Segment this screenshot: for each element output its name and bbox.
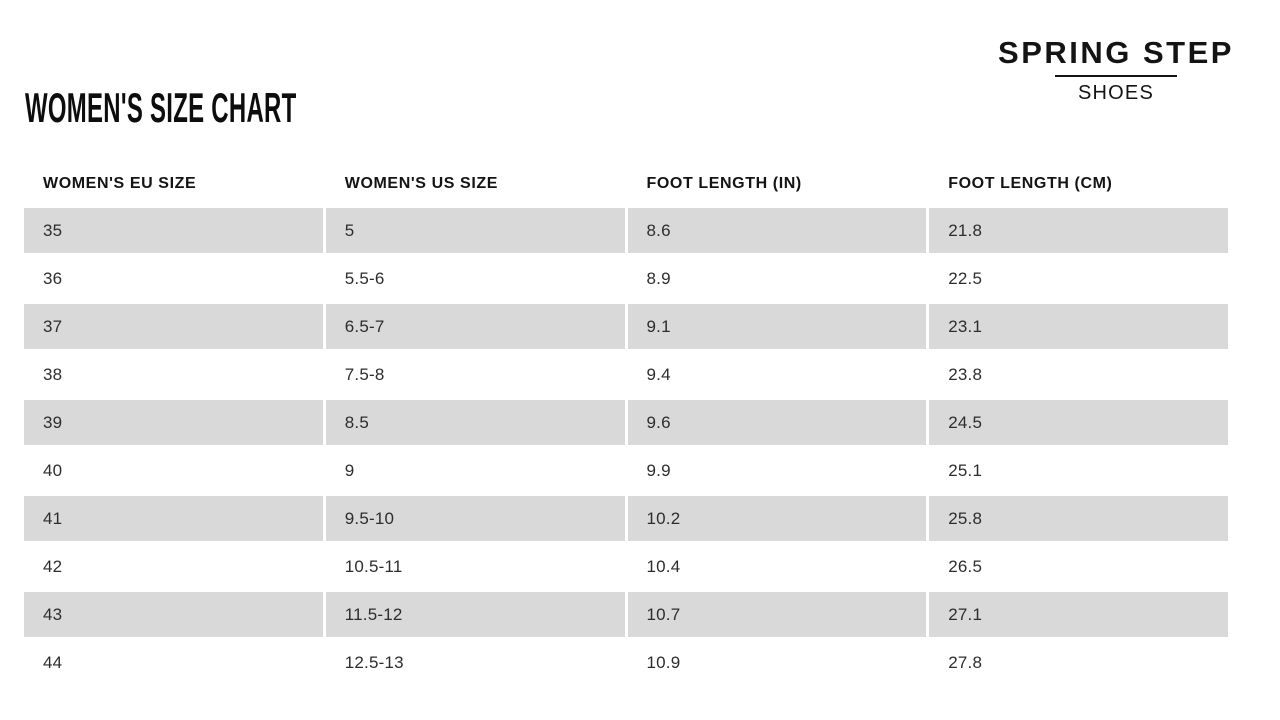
- table-cell: 10.5-11: [344, 556, 403, 576]
- table-body: [24, 208, 1228, 685]
- table-cell: 44: [43, 652, 63, 672]
- table-cell: 27.8: [948, 652, 983, 672]
- table-cell: 10.2: [628, 496, 927, 541]
- table-cell: 24.5: [929, 400, 1228, 445]
- table-cell: 6.5-7: [326, 304, 625, 349]
- table-row: [24, 640, 1228, 685]
- table-cell: 26.5: [948, 556, 983, 576]
- table-cell: 10.4: [646, 556, 681, 576]
- table-cell: 9.9: [646, 460, 671, 480]
- table-cell: 9.5-10: [326, 496, 625, 541]
- table-cell: 8.9: [646, 268, 671, 288]
- brand-name: SPRING STEP: [998, 35, 1234, 70]
- table-cell: 25.1: [948, 460, 983, 480]
- table-cell: 38: [43, 364, 63, 384]
- table-cell: 40: [43, 460, 63, 480]
- table-cell: 10.7: [628, 592, 927, 637]
- table-cell: 36: [43, 268, 63, 288]
- column-header-1: WOMEN'S EU SIZE: [43, 175, 197, 192]
- table-row: [24, 496, 1228, 541]
- table-cell: 9.6: [628, 400, 927, 445]
- table-row: [24, 448, 1228, 493]
- table-cell: 42: [43, 556, 63, 576]
- table-cell: 23.8: [948, 364, 983, 384]
- table-cell: 5: [326, 208, 625, 253]
- table-cell: 37: [24, 304, 323, 349]
- table-cell: 11.5-12: [326, 592, 625, 637]
- table-cell: 27.1: [929, 592, 1228, 637]
- table-row: [24, 400, 1228, 445]
- table-cell: 12.5-13: [344, 652, 404, 672]
- table-cell: 22.5: [948, 268, 983, 288]
- table-cell: 9.4: [646, 364, 671, 384]
- table-cell: 35: [24, 208, 323, 253]
- table-row: [24, 352, 1228, 397]
- size-table: [24, 174, 1228, 685]
- table-row: [24, 208, 1228, 253]
- table-cell: 41: [24, 496, 323, 541]
- table-row: [24, 592, 1228, 637]
- table-cell: 9.1: [628, 304, 927, 349]
- column-header-3: FOOT LENGTH (IN): [646, 175, 802, 192]
- table-row: [24, 544, 1228, 589]
- table-cell: 5.5-6: [344, 268, 385, 288]
- table-cell: 9: [344, 460, 355, 480]
- table-cell: 39: [24, 400, 323, 445]
- table-cell: 8.5: [326, 400, 625, 445]
- table-cell: 8.6: [628, 208, 927, 253]
- table-cell: 23.1: [929, 304, 1228, 349]
- table-cell: 43: [24, 592, 323, 637]
- table-cell: 7.5-8: [344, 364, 385, 384]
- table-cell: 25.8: [929, 496, 1228, 541]
- table-cell: 10.9: [646, 652, 681, 672]
- column-header-2: WOMEN'S US SIZE: [344, 175, 499, 192]
- table-row: [24, 256, 1228, 301]
- logo-divider: [1055, 75, 1177, 77]
- table-header-row: [24, 174, 1228, 194]
- table-cell: 21.8: [929, 208, 1228, 253]
- page-title: [25, 86, 501, 130]
- column-header-4: FOOT LENGTH (CM): [948, 175, 1113, 192]
- table-row: [24, 304, 1228, 349]
- brand-subtitle: SHOES: [1077, 82, 1155, 105]
- page-title-text: WOMEN'S SIZE CHART: [25, 84, 297, 131]
- brand-logo: [995, 36, 1237, 104]
